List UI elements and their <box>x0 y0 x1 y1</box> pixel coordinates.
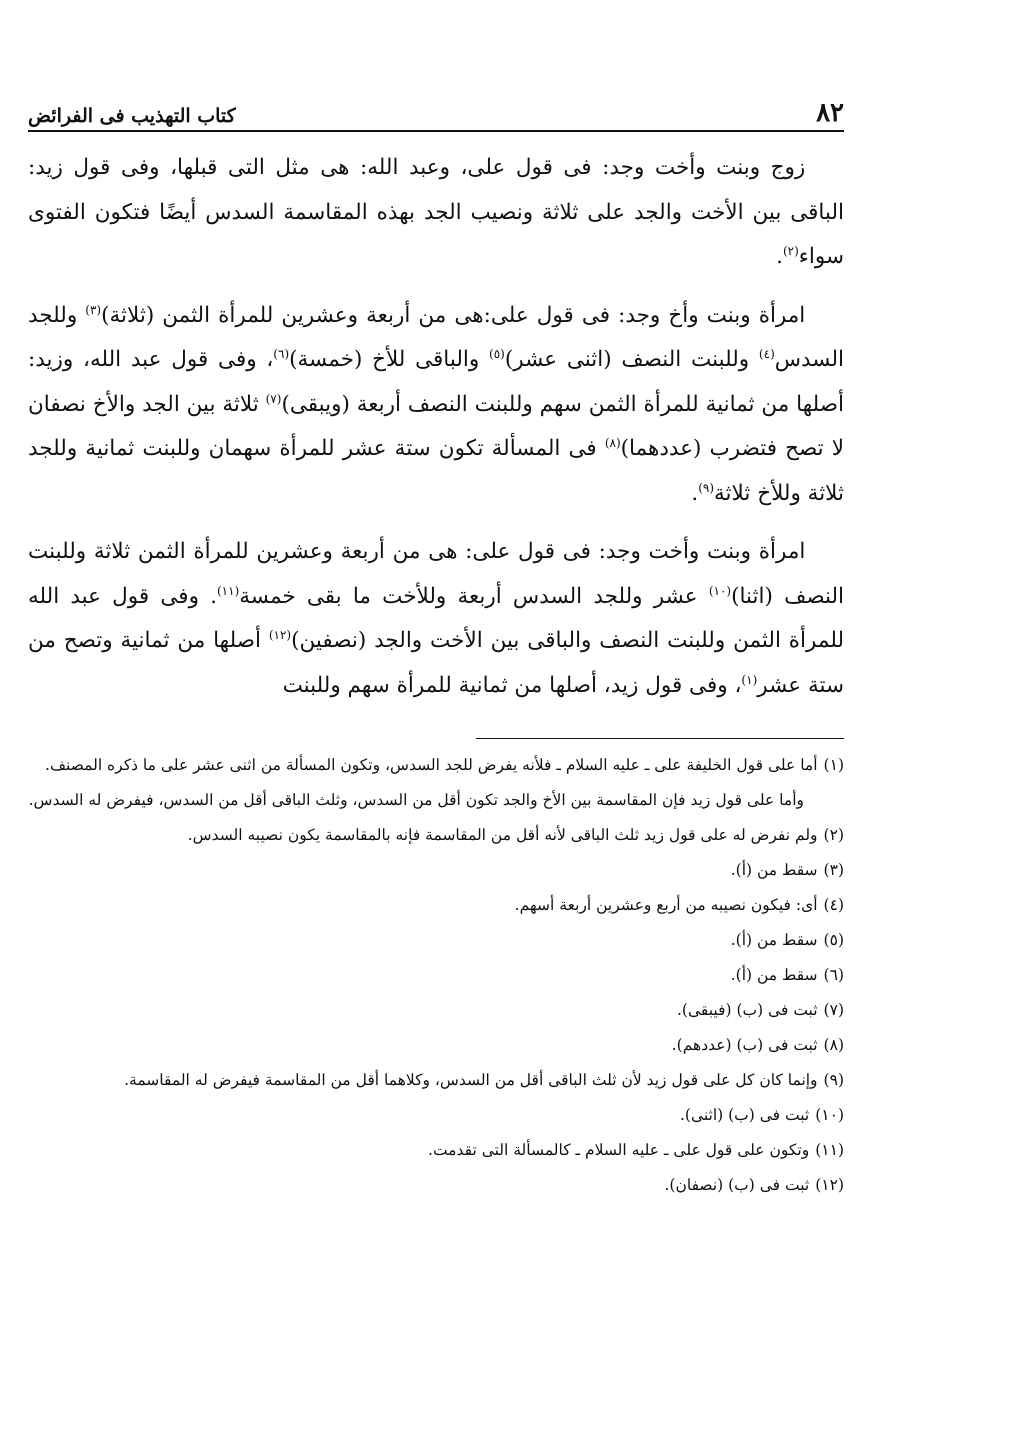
footnote-text: ثبت فى (ب) (عددهم). <box>671 1036 818 1054</box>
footnote-ref: (٨) <box>604 435 621 450</box>
footnote-number: (١) <box>823 756 844 774</box>
footnote-number: (٧) <box>823 1001 844 1019</box>
footnote-ref: (٤) <box>758 346 775 361</box>
footnote-ref: (٩) <box>698 480 715 495</box>
text-run: عشر وللجد السدس أربعة وللأخت ما بقى خمسة <box>239 583 709 609</box>
footnote-item <box>28 923 844 958</box>
paragraph <box>28 294 844 517</box>
footnote-item <box>28 888 844 923</box>
footnote-item <box>28 853 844 888</box>
footnote-ref: (٦) <box>273 346 290 361</box>
footnote-separator <box>476 738 844 739</box>
footnote-item <box>28 1028 844 1063</box>
page-header <box>28 92 844 132</box>
footnote-number: (١١) <box>815 1141 844 1159</box>
footnote-number: (٦) <box>823 966 844 984</box>
footnote-item <box>28 1133 844 1168</box>
footnote-item <box>28 993 844 1028</box>
footnote-ref: (٧) <box>265 391 282 406</box>
running-title: كتاب التهذيب فى الفرائض <box>28 105 236 127</box>
footnote-item <box>28 1098 844 1133</box>
footnote-text: وتكون على قول على ـ عليه السلام ـ كالمسألة التى تقدمت. <box>428 1141 810 1159</box>
footnote-text: ثبت فى (ب) (فيبقى). <box>676 1001 818 1019</box>
footnote-number: (٤) <box>823 896 844 914</box>
footnote-text: ثبت فى (ب) (اثنى). <box>679 1106 810 1124</box>
footnote-ref: (٥) <box>489 346 505 361</box>
footnote-text: سقط من (أ). <box>730 966 818 984</box>
footnote-item <box>28 958 844 993</box>
text-run: . وفى قول عبد الله للمرأة الثمن وللبنت النصف والباقى بين الأخت والجد (نصفين) <box>28 583 844 653</box>
footnote-ref: (١) <box>741 672 758 687</box>
footnotes <box>28 748 844 1203</box>
text-run: زوج وبنت وأخت وجد: فى قول على، وعبد الله: هى مثل التى قبلها، وفى قول زيد: الباقى بين الأخت والجد على ثلاثة ونصيب الجد بهذه المقاسمة السدس أيضًا فتكون الفتوى سواء <box>28 155 844 269</box>
footnote-text: سقط من (أ). <box>730 861 818 879</box>
text-run: أصلها من ثمانية وتصح من ستة عشر <box>28 628 844 698</box>
paragraph <box>28 530 844 708</box>
text-run: وللجد السدس <box>28 302 844 372</box>
page-number: ٨٢ <box>816 98 844 128</box>
text-run: ، وفى قول عبد الله، وزيد: أصلها من ثمانية للمرأة الثمن سهم وللبنت النصف أربعة (ويبقى) <box>28 347 844 417</box>
footnote-ref: (١٠) <box>708 583 732 598</box>
text-run: وللبنت النصف (اثنى عشر) <box>504 347 759 372</box>
footnote-text: سقط من (أ). <box>730 931 818 949</box>
footnote-ref: (٣) <box>85 302 102 317</box>
footnote-text: أى: فيكون نصيبه من أربع وعشرين أربعة أسهم. <box>514 896 818 914</box>
footnote-number: (٨) <box>823 1036 844 1054</box>
footnote-number: (٢) <box>823 826 844 844</box>
footnote-item <box>28 748 844 783</box>
paragraph <box>28 146 844 280</box>
footnote-number: (١٠) <box>815 1106 844 1124</box>
text-run: امرأة وبنت وأخت وجد: فى قول على: هى من أربعة وعشرين للمرأة الثمن ثلاثة وللبنت النصف (اثنا) <box>28 539 844 609</box>
text-run: . <box>776 244 783 269</box>
footnote-text: أما على قول الخليفة على ـ عليه السلام ـ فلأنه يفرض للجد السدس، وتكون المسألة من اثنى عشر على ما ذكره المصنف. <box>45 756 818 774</box>
footnote-ref: (١٢) <box>268 627 292 642</box>
text-run: امرأة وبنت وأخ وجد: فى قول على:هى من أربعة وعشرين للمرأة الثمن (ثلاثة) <box>101 302 806 328</box>
footnote-text: وإنما كان كل على قول زيد لأن ثلث الباقى أقل من السدس، وكلاهما أقل من المقاسمة فيفرض له المقاسمة. <box>124 1071 818 1089</box>
text-run: ثلاثة بين الجد والأخ نصفان لا تصح فتضرب (عددهما) <box>28 391 844 461</box>
footnote-ref: (٢) <box>782 243 799 258</box>
footnote-text: ثبت فى (ب) (نصفان). <box>664 1176 810 1194</box>
text-run: ، وفى قول زيد، أصلها من ثمانية للمرأة سهم وللبنت <box>282 672 742 698</box>
text-run: فى المسألة تكون ستة عشر للمرأة سهمان وللبنت ثمانية وللجد ثلاثة وللأخ ثلاثة <box>28 436 844 506</box>
footnote-number: (٥) <box>823 931 844 949</box>
text-run: والباقى للأخ (خمسة) <box>289 347 489 372</box>
footnote-item <box>28 1063 844 1098</box>
footnote-number: (٩) <box>823 1071 844 1089</box>
footnote-item <box>28 818 844 853</box>
footnote-number: (٣) <box>823 861 844 879</box>
main-text <box>28 146 844 722</box>
footnote-continuation: وأما على قول زيد فإن المقاسمة بين الأخ والجد تكون أقل من السدس، وثلث الباقى أقل من السدس، فيفرض له السدس. <box>28 791 804 809</box>
footnote-ref: (١١) <box>216 583 240 598</box>
footnote-number: (١٢) <box>815 1176 844 1194</box>
footnote-item <box>28 1168 844 1203</box>
text-run: . <box>691 480 699 506</box>
footnote-text: ولم نفرض له على قول زيد ثلث الباقى لأنه أقل من المقاسمة فإنه بالمقاسمة يكون نصيبه السدس. <box>187 826 818 844</box>
